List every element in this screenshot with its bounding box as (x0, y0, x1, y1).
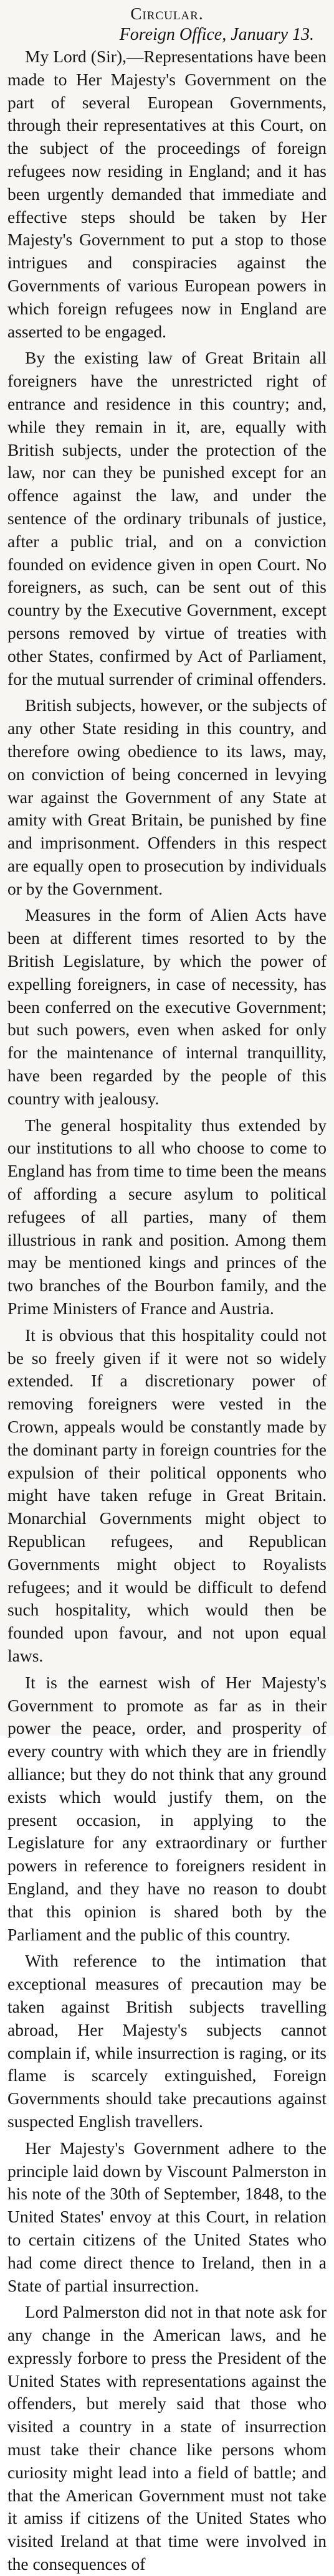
article-body (7, 45, 327, 2576)
paragraph-7: It is the earnest wish of Her Majesty's Government to promote as far as in their power the peace, order, and prosperity of every country with which they are in friendly alliance; but they do not think that any ground exists which would justify them, on the present occasion, in applying to the Legislature for any extraordinary or further powers in reference to foreigners resident in England, and they have no reason to doubt that this opinion is shared both by the Parliament and the public of this country. (7, 1672, 327, 1944)
paragraph-5: The general hospitality thus extended by our institutions to all who choose to come to England has from time to time been the means of affording a secure asylum to political refugees of all parties, many of them illustrious in rank and position. Among them may be mentioned kings and princes of the two branches of the Bourbon family, and the Prime Ministers of France and Austria. (7, 1115, 327, 1319)
paragraph-4: Measures in the form of Alien Acts have been at different times resorted to by the British Legislature, by which the power of expelling foreigners, in case of necessity, has been conferred on the executive Government; but such powers, even when asked for only for the maintenance of internal tranquillity, have been regarded by the people of this country with jealousy. (7, 905, 327, 1108)
paragraph-10: Lord Palmerston did not in that note ask for any change in the American laws, and he expressly forbore to press the President of the United States with representations against the offenders, but merely said that those who visited a country in a state of insurrection must take their chance like persons whom curiosity might lead into a field of battle; and that the American Government must not take it amiss if citizens of the United States who visited Ireland at that time were involved in the consequences of (7, 2302, 327, 2574)
paragraph-3: British subjects, however, or the subjects of any other State residing in this country, and therefore owing obedience to its laws, may, on conviction of being concerned in levying war against the Government of any State at amity with Great Britain, be punished by fine and imprisonment. Offenders in this respect are equally open to prosecution by individuals or by the Government. (7, 695, 327, 898)
dateline: Foreign Office, January 13. (119, 25, 314, 44)
paragraph-2: By the existing law of Great Britain all foreigners have the unrestricted right of entrance and residence in this country; and, while they remain in it, are, equally with British subjects, under the protection of the law, nor can they be punished except for an offence against the law, and under the sentence of the ordinary tribunals of justice, after a public trial, and on a conviction founded on evidence given in open Court. No foreigners, as such, can be sent out of this country by the Executive Government, except persons removed by virtue of treaties with other States, confirmed by Act of Parliament, for the mutual surrender of criminal offenders. (7, 348, 327, 689)
paragraph-9: Her Majesty's Government adhere to the principle laid down by Viscount Palmerston in his note of the 30th of September, 1848, to the United States' envoy at this Court, in relation to certain citizens of the United States who had come direct thence to Ireland, then in a State of partial insurrection. (7, 2138, 327, 2295)
paragraph-1: My Lord (Sir),—Representations have been made to Her Majesty's Government on the part of several European Governments, through their representatives at this Court, on the subject of the proceedings of foreign refugees now residing in England; and it has been urgently demanded that immediate and effective steps should be taken by Her Majesty's Government to put a stop to those intrigues and conspiracies against the Governments of various European powers in which foreign refugees now in England are asserted to be engaged. (7, 47, 327, 341)
circular-heading: Circular. (130, 4, 204, 23)
paragraph-8: With reference to the intimation that exceptional measures of precaution may be taken against British subjects travelling abroad, Her Majesty's subjects cannot complain if, while insurrection is raging, or its flame is scarcely extinguished, Foreign Governments should take precautions against suspected English travellers. (7, 1951, 327, 2131)
paragraph-6: It is obvious that this hospitality could not be so freely given if it were not so widely extended. If a discretionary power of removing foreigners were vested in the Crown, appeals would be constantly made by the dominant party in foreign countries for the expulsion of their political opponents who might have taken refuge in Great Britain. Monarchial Governments might object to Republican refugees, and Republican Governments might object to Royalists refugees; and it would be difficult to defend such hospitality, which would then be founded upon favour, and not upon equal laws. (7, 1325, 327, 1665)
